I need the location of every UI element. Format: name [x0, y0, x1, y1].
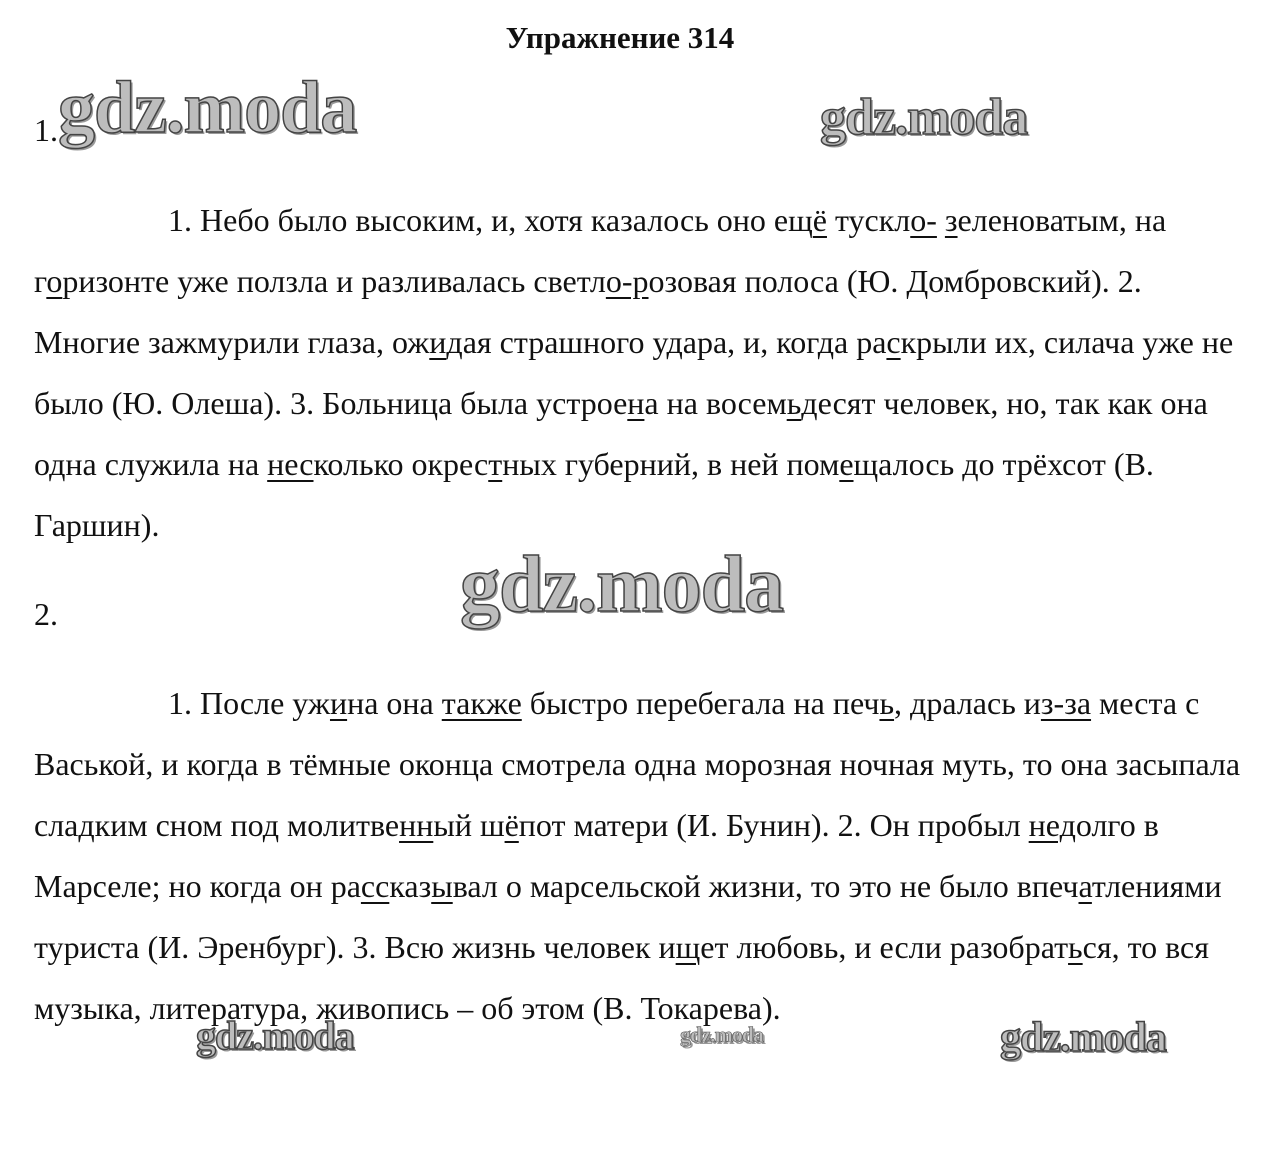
watermark-logo: gdz.moda [680, 1022, 764, 1047]
watermark-logo: gdz.moda [1000, 1015, 1166, 1061]
section-number-1: 1. [34, 112, 58, 148]
watermark-logo: gdz.moda [58, 67, 357, 149]
section-number-2: 2. [34, 596, 58, 632]
exercise-title: Упражнение 314 [505, 20, 735, 55]
watermark-logo: gdz.moda [820, 89, 1028, 146]
section-2-text: 1. После ужина она также быстро перебегала на печь, дралась из-за места с Васькой, и когда в тёмные оконца смотрела одна морозная ночная муть, то она засыпала сладким сном под молитвенный шёпот матери (И. Бунин). 2. Он пробыл недолго в Марселе; но когда он рассказывал о марсельской жизни, то это не было впечатлениями туриста (И. Эренбург). 3. Всю жизнь человек ищет любовь, и если разобраться, то вся музыка, литература, живопись – об этом (В. Токарева). [34, 685, 1241, 1026]
watermark-logo: gdz.moda [460, 541, 784, 629]
watermark-logo: gdz.moda [196, 1013, 354, 1058]
section-1-text: 1. Небо было высоким, и, хотя казалось оно ещё тускло- зеленоватым, на горизонте уже ползла и разливалась светло-розовая полоса (Ю. Домбровский). 2. Многие зажмурили глаза, ожидая страшного удара, и, когда раскрыли их, силача уже не было (Ю. Олеша). 3. Больница была устроена на восемьдесят человек, но, так как она одна служила на несколько окрестных губерний, в ней помещалось до трёхсот (В. Гаршин). [34, 202, 1234, 543]
